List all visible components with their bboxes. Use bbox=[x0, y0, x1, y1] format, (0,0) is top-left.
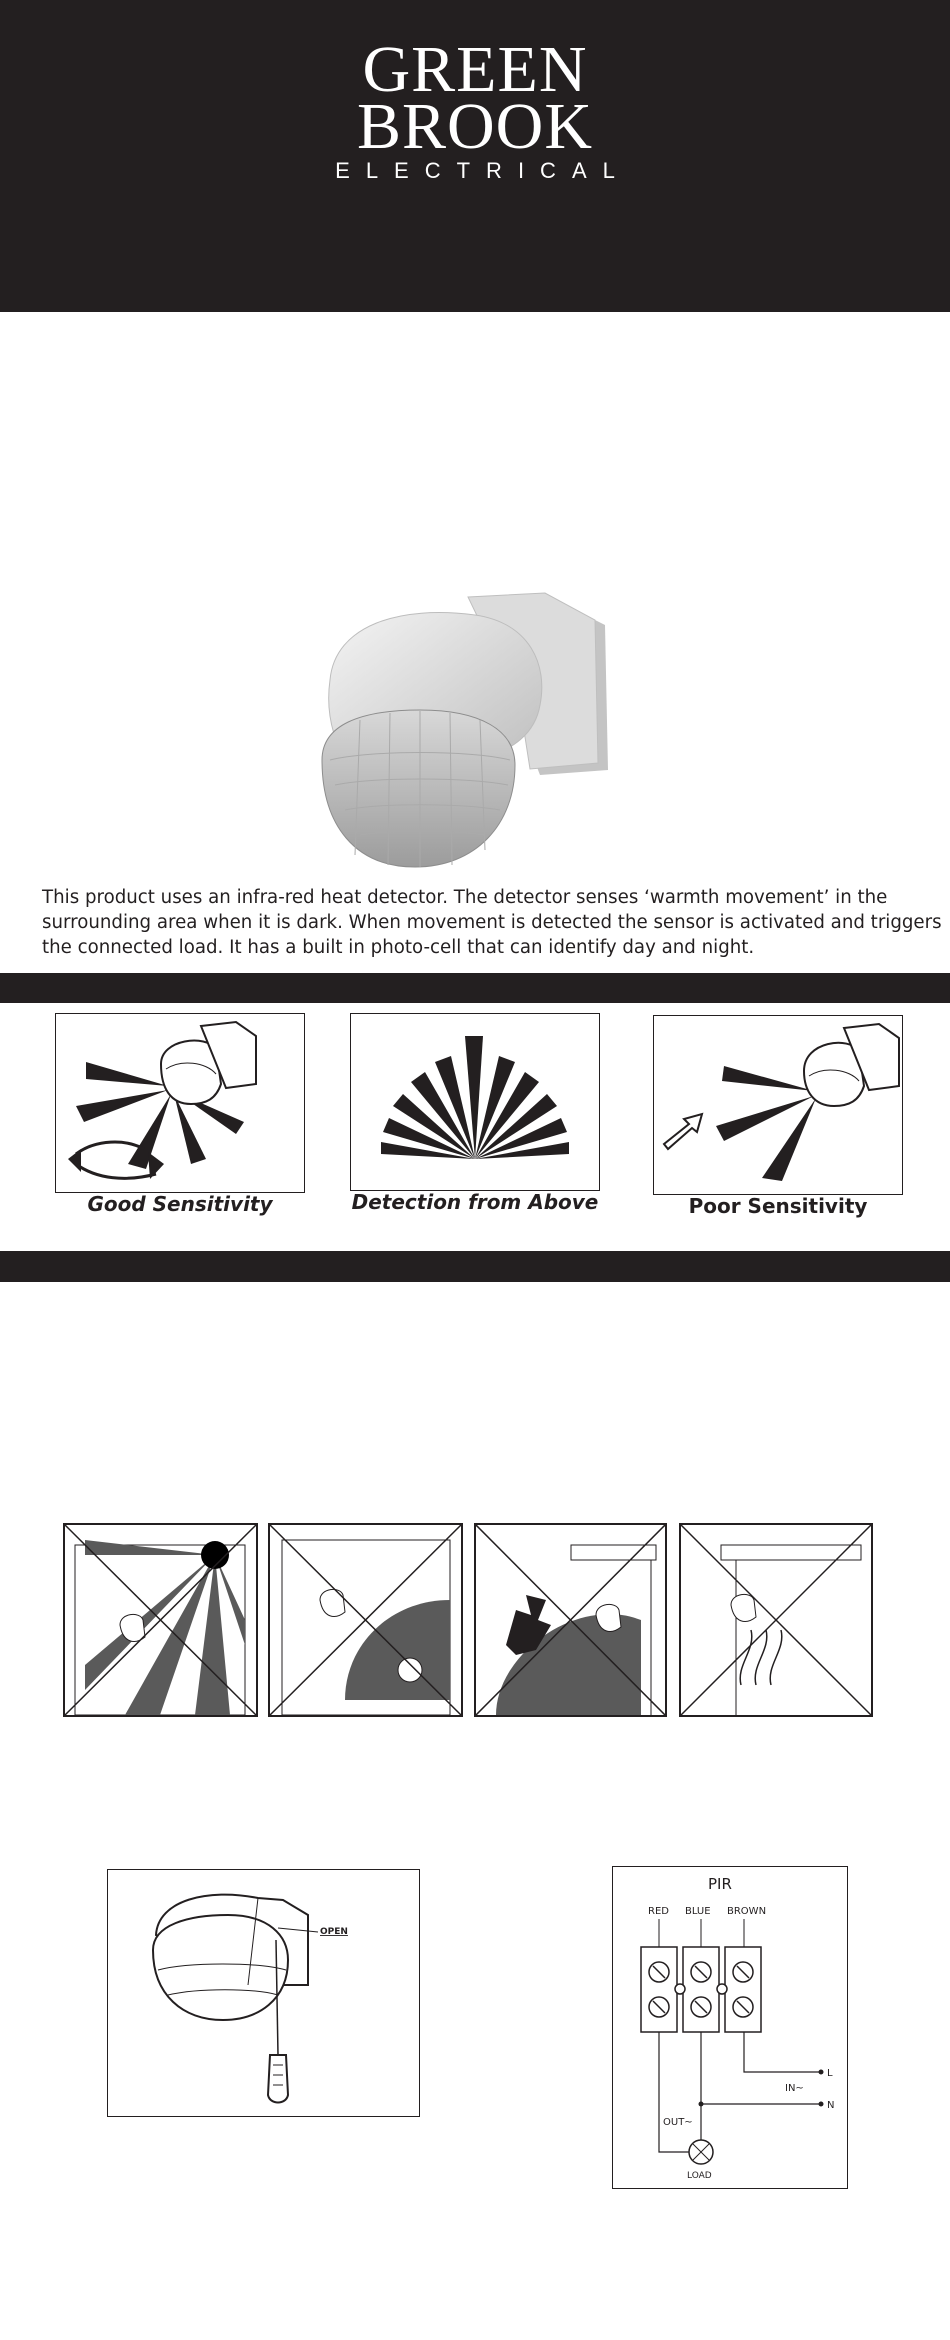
good-sensitivity-diagram bbox=[55, 1013, 305, 1193]
terminal-n-label: N bbox=[827, 2100, 835, 2111]
brand-logo-line1: GREEN bbox=[362, 33, 588, 106]
avoid-moving-objects-diagram bbox=[474, 1523, 667, 1717]
wiring-title: PIR bbox=[708, 1875, 732, 1893]
caption-detection-above: Detection from Above bbox=[351, 1190, 599, 1214]
terminal-l-label: L bbox=[827, 2068, 833, 2079]
avoid-air-vents-diagram bbox=[679, 1523, 873, 1717]
caption-poor-sensitivity: Poor Sensitivity bbox=[688, 1194, 868, 1218]
wire-label-red: RED bbox=[648, 1906, 669, 1917]
avoid-sunlight-diagram bbox=[63, 1523, 258, 1717]
load-label: LOAD bbox=[687, 2171, 712, 2181]
section-divider-bottom bbox=[0, 1251, 950, 1282]
brand-logo-line2: BROOK bbox=[356, 90, 594, 163]
product-description: This product uses an infra-red heat detector. The detector senses ‘warmth movement’ in the surrounding area when it is dark. When movement is detected the sensor is activated and triggers the connected load. It has a built in photo-cell that can identify day and night. bbox=[42, 887, 942, 958]
wire-label-blue: BLUE bbox=[685, 1906, 711, 1917]
wire-label-brown: BROWN bbox=[727, 1906, 767, 1917]
opening-instruction-diagram bbox=[107, 1869, 420, 2117]
brand-logo-line3: ELECTRICAL bbox=[335, 158, 631, 183]
open-label: OPEN bbox=[320, 1927, 348, 1937]
avoid-heat-source-diagram bbox=[268, 1523, 463, 1717]
out-label: OUT~ bbox=[663, 2117, 693, 2128]
detection-from-above-diagram bbox=[350, 1013, 600, 1191]
wiring-diagram bbox=[612, 1866, 848, 2189]
section-divider-top bbox=[0, 973, 950, 1003]
poor-sensitivity-diagram bbox=[653, 1015, 903, 1195]
caption-good-sensitivity: Good Sensitivity bbox=[87, 1192, 273, 1216]
in-label: IN~ bbox=[785, 2083, 804, 2094]
product-photo bbox=[300, 585, 630, 885]
